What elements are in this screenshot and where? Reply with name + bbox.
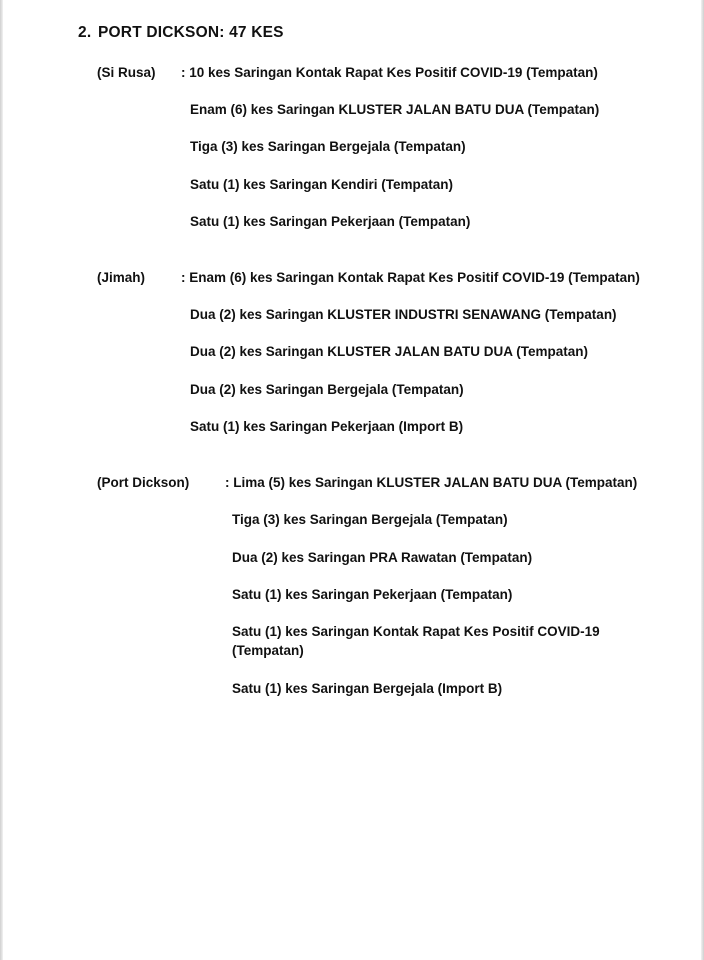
case-line: : Lima (5) kes Saringan KLUSTER JALAN BATU DUA (Tempatan) <box>225 475 638 490</box>
case-line: Dua (2) kes Saringan KLUSTER JALAN BATU DUA (Tempatan) <box>190 344 589 359</box>
case-line: Satu (1) kes Saringan Kendiri (Tempatan) <box>190 177 454 192</box>
case-line: Tiga (3) kes Saringan Bergejala (Tempatan) <box>232 512 508 527</box>
case-line: Dua (2) kes Saringan Bergejala (Tempatan) <box>190 382 464 397</box>
heading-title: PORT DICKSON: 47 KES <box>98 24 284 41</box>
case-line: Enam (6) kes Saringan KLUSTER JALAN BATU DUA (Tempatan) <box>190 102 600 117</box>
case-line: Dua (2) kes Saringan PRA Rawatan (Tempatan) <box>232 550 533 565</box>
case-line: Satu (1) kes Saringan Pekerjaan (Tempatan) <box>190 214 471 229</box>
case-line: Satu (1) kes Saringan Kontak Rapat Kes Positif COVID-19 (Tempatan) <box>232 624 600 658</box>
case-line: Tiga (3) kes Saringan Bergejala (Tempatan) <box>190 139 466 154</box>
case-line: Satu (1) kes Saringan Pekerjaan (Tempatan) <box>232 587 513 602</box>
case-line: : 10 kes Saringan Kontak Rapat Kes Positif COVID-19 (Tempatan) <box>181 65 598 80</box>
case-line: Satu (1) kes Saringan Bergejala (Import B) <box>232 681 503 696</box>
case-line: Dua (2) kes Saringan KLUSTER INDUSTRI SENAWANG (Tempatan) <box>190 307 617 322</box>
location-port-dickson: (Port Dickson) <box>97 475 190 490</box>
location-jimah: (Jimah) <box>97 270 146 285</box>
case-line: : Enam (6) kes Saringan Kontak Rapat Kes Positif COVID-19 (Tempatan) <box>181 270 640 285</box>
location-si-rusa: (Si Rusa) <box>97 65 156 80</box>
heading-number: 2. <box>78 24 92 41</box>
page-edge-left <box>0 0 3 960</box>
section-heading <box>78 24 284 42</box>
case-line: Satu (1) kes Saringan Pekerjaan (Import B) <box>190 419 464 434</box>
